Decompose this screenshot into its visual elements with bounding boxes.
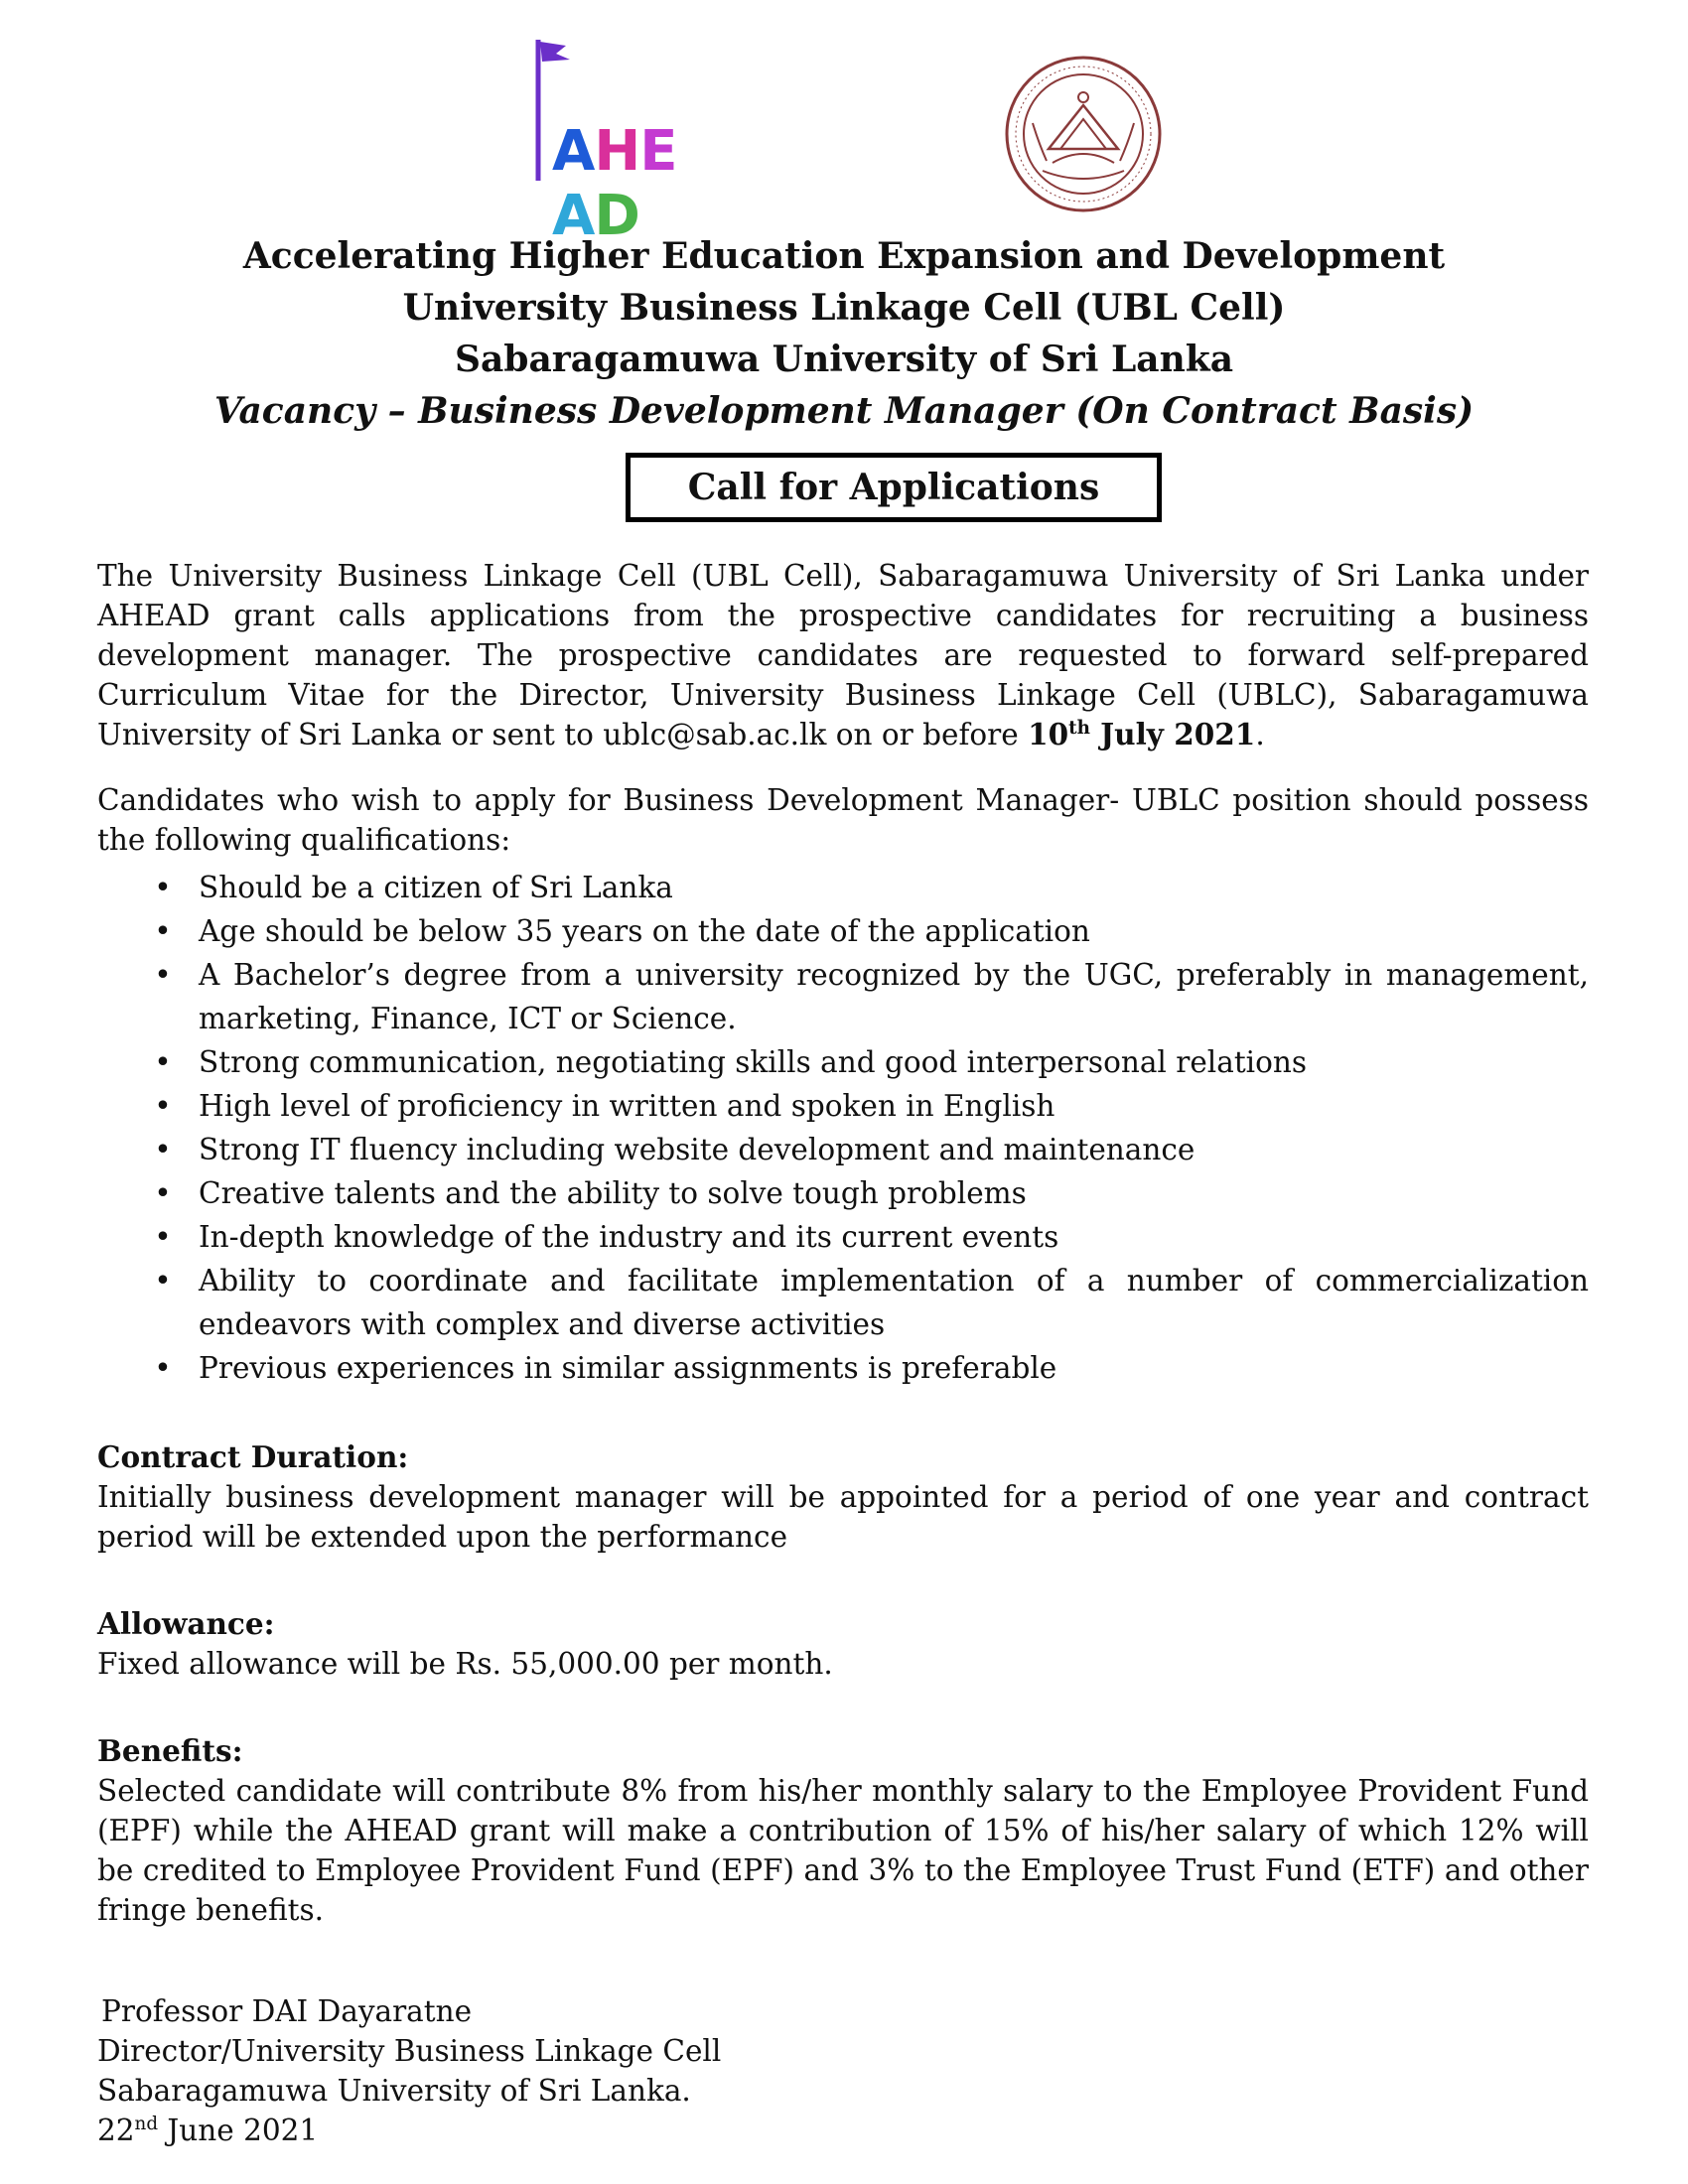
contract-section [97, 1437, 1589, 1557]
benefits-section [97, 1731, 1589, 1930]
bullet-icon: • [154, 1089, 172, 1123]
ahead-logo [526, 32, 715, 248]
signatory-org: Sabaragamuwa University of Sri Lanka. [97, 2074, 691, 2108]
benefits-text: Selected candidate will contribute 8% from his/her monthly salary to the Employee Provident Fund (EPF) while the AHEAD grant will make a contribution of 15% of his/her salary of which 12% will be credited to Employee Provident Fund (EPF) and 3% to the Employee Trust Fund (ETF) and other fringe benefits. [97, 1774, 1589, 1927]
contract-text: Initially business development manager will be appointed for a period of one year and contract period will be extended upon the performance [97, 1480, 1589, 1554]
ahead-wordmark [552, 119, 715, 248]
bullet-icon: • [154, 1176, 172, 1210]
document-header [0, 230, 1688, 437]
bullet-icon: • [154, 1351, 172, 1385]
qualification-text: Previous experiences in similar assignments is preferable [199, 1351, 1057, 1385]
date-suffix: nd [134, 2114, 159, 2135]
bullet-icon: • [154, 1220, 172, 1254]
qualification-text: A Bachelor’s degree from a university recognized by the UGC, preferably in management, marketing, Finance, ICT or Science. [199, 958, 1589, 1035]
qualification-text: Strong communication, negotiating skills and good interpersonal relations [199, 1045, 1308, 1079]
header-cell-title: University Business Linkage Cell (UBL Cell) [402, 287, 1286, 329]
qualification-item [97, 1259, 1589, 1346]
signature-block [97, 1991, 1589, 2150]
ahead-letter: A [552, 184, 595, 248]
allowance-title: Allowance: [97, 1606, 275, 1641]
ahead-letter: E [639, 119, 677, 184]
document-body [97, 556, 1589, 2150]
deadline-suffix: th [1068, 718, 1090, 740]
bullet-icon: • [154, 958, 172, 992]
university-seal-logo [1003, 54, 1164, 214]
qualifications-list [97, 866, 1589, 1390]
qualification-item [97, 1128, 1589, 1171]
contract-title: Contract Duration: [97, 1439, 409, 1474]
ahead-letter: A [552, 119, 595, 184]
qualification-item [97, 1040, 1589, 1084]
ahead-letter: H [594, 119, 640, 184]
benefits-title: Benefits: [97, 1733, 243, 1768]
signatory-title: Director/University Business Linkage Cell [97, 2034, 722, 2068]
bullet-icon: • [154, 1133, 172, 1166]
bullet-icon: • [154, 1045, 172, 1079]
qualification-text: In-depth knowledge of the industry and its current events [199, 1220, 1059, 1254]
ahead-letter: D [594, 184, 639, 248]
signatory-name: Professor DAI Dayaratne [101, 1994, 473, 2028]
date-day: 22 [97, 2114, 135, 2147]
qualification-text: Strong IT fluency including website development and maintenance [199, 1133, 1196, 1166]
qualification-text: Age should be below 35 years on the date of the application [199, 914, 1090, 948]
bullet-icon: • [154, 871, 172, 904]
intro-end: . [1255, 718, 1265, 751]
deadline [1028, 717, 1255, 751]
bullet-icon: • [154, 914, 172, 948]
allowance-text: Fixed allowance will be Rs. 55,000.00 per month. [97, 1647, 833, 1681]
intro-text: The University Business Linkage Cell (UBL Cell), Sabaragamuwa University of Sri Lanka under AHEAD grant calls applications from the prospective candidates for recruiting a business development manager. The prospective candidates are requested to forward self-prepared Curriculum Vitae for the Director, University Business Linkage Cell (UBLC), Sabaragamuwa University of Sri Lanka or sent to ublc@sab.ac.lk on or before [97, 559, 1589, 751]
call-for-applications-box [626, 453, 1162, 522]
signature-date [97, 2111, 1589, 2150]
bullet-icon: • [154, 1264, 172, 1297]
header-vacancy: Vacancy – Business Development Manager (On Contract Basis) [213, 390, 1475, 432]
allowance-section [97, 1604, 1589, 1684]
qualification-item [97, 866, 1589, 909]
date-rest: June 2021 [158, 2114, 319, 2147]
qualification-item [97, 1084, 1589, 1128]
header-program-title: Accelerating Higher Education Expansion and Development [242, 235, 1446, 277]
qualification-item [97, 1346, 1589, 1390]
qualification-text: High level of proficiency in written and spoken in English [199, 1089, 1055, 1123]
qualification-item [97, 1215, 1589, 1259]
qualification-item [97, 953, 1589, 1040]
intro-paragraph [97, 556, 1589, 754]
header-university: Sabaragamuwa University of Sri Lanka [454, 339, 1234, 380]
qualification-text: Ability to coordinate and facilitate implementation of a number of commercialization endeavors with complex and diverse activities [199, 1264, 1589, 1341]
deadline-rest: July 2021 [1089, 717, 1256, 751]
qualification-text: Creative talents and the ability to solve tough problems [199, 1176, 1027, 1210]
deadline-day: 10 [1028, 717, 1069, 751]
qualifications-lead: Candidates who wish to apply for Business Development Manager- UBLC position should possess the following qualifications: [97, 783, 1589, 857]
call-for-applications-label: Call for Applications [687, 467, 1100, 508]
qualification-text: Should be a citizen of Sri Lanka [199, 871, 673, 904]
qualification-item [97, 1171, 1589, 1215]
qualification-item [97, 909, 1589, 953]
